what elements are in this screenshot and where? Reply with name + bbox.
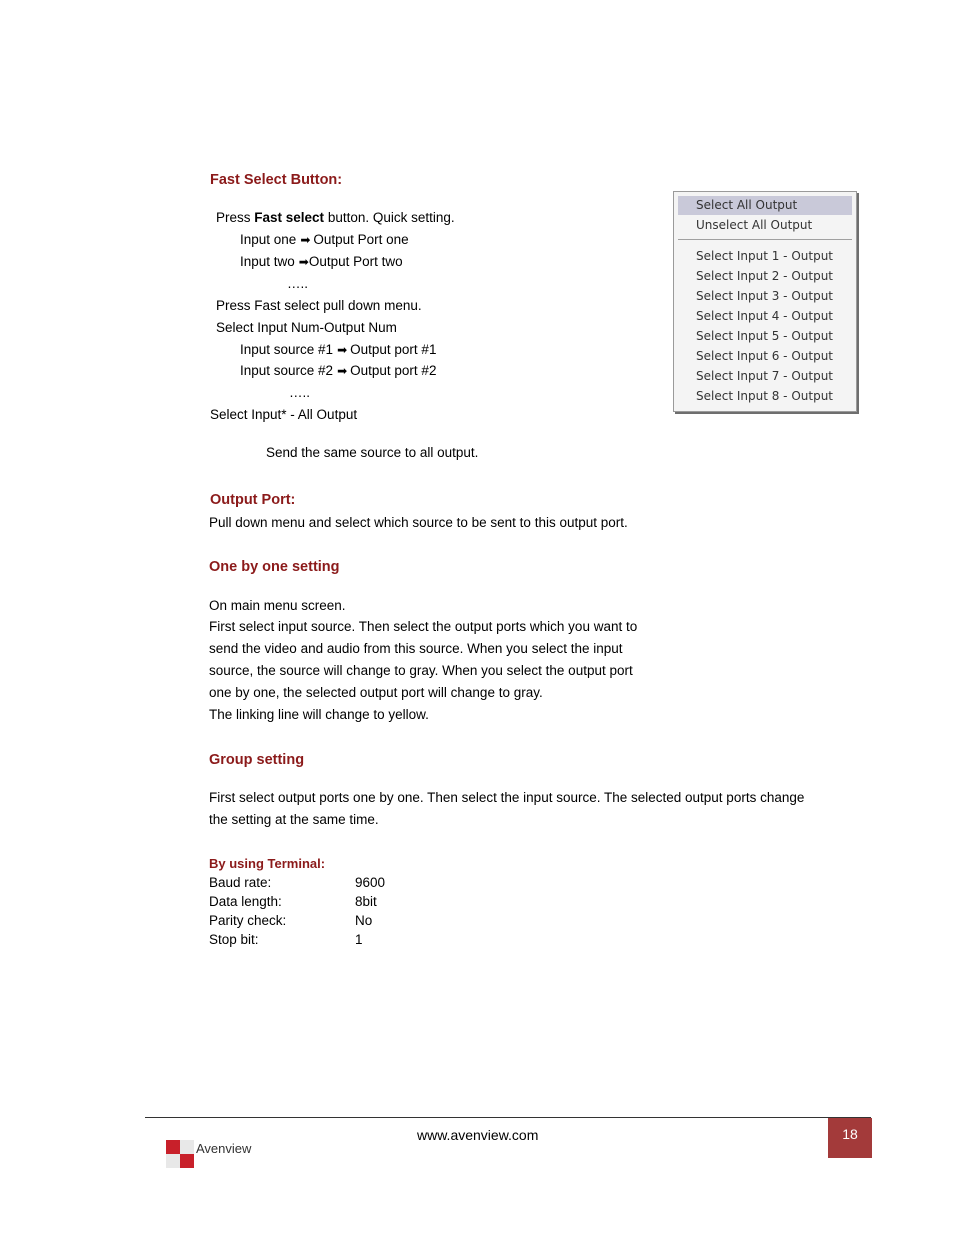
terminal-heading: By using Terminal: <box>209 856 326 871</box>
press-bold: Fast select <box>254 210 325 225</box>
example-3-output: Output port #1 <box>350 342 437 357</box>
example-line-4 <box>240 362 436 380</box>
terminal-value-parity: No <box>355 913 373 928</box>
logo-square-icon <box>166 1140 180 1154</box>
arrow-right-icon: ➡ <box>337 364 348 378</box>
send-same-line: Send the same source to all output. <box>266 445 479 460</box>
logo-square-icon <box>180 1154 194 1168</box>
page-number: 18 <box>842 1126 858 1142</box>
example-line-2 <box>240 253 403 271</box>
menu-item-input-5[interactable]: Select Input 5 - Output <box>696 329 833 343</box>
menu-item-input-1[interactable]: Select Input 1 - Output <box>696 249 833 263</box>
one-by-one-line: First select input source. Then select the output ports which you want to <box>209 619 638 634</box>
terminal-label-baud: Baud rate: <box>209 875 272 890</box>
group-setting-line: the setting at the same time. <box>209 812 379 827</box>
press-prefix: Press <box>216 210 255 225</box>
example-line-3 <box>240 341 436 359</box>
menu-item-input-6[interactable]: Select Input 6 - Output <box>696 349 833 363</box>
avenview-logo <box>163 1138 263 1176</box>
one-by-one-heading: One by one setting <box>209 559 340 575</box>
one-by-one-line: source, the source will change to gray. When you select the output port <box>209 663 633 678</box>
menu-item-input-8[interactable]: Select Input 8 - Output <box>696 389 833 403</box>
one-by-one-line: one by one, the selected output port will change to gray. <box>209 685 543 700</box>
terminal-value-data-length: 8bit <box>355 894 377 909</box>
press-suffix: button. Quick setting. <box>324 210 455 225</box>
example-3-input: Input source #1 <box>240 342 334 357</box>
example-2-input: Input two <box>240 254 295 269</box>
fast-select-dropdown-menu <box>673 191 857 412</box>
terminal-value-baud: 9600 <box>355 875 386 890</box>
example-line-1 <box>240 231 409 249</box>
arrow-right-icon: ➡ <box>337 343 348 357</box>
example-4-input: Input source #2 <box>240 363 334 378</box>
logo-square-icon <box>180 1140 194 1154</box>
logo-text: Avenview <box>196 1141 252 1156</box>
menu-item-input-7[interactable]: Select Input 7 - Output <box>696 369 833 383</box>
press-fast-select-line <box>216 209 455 227</box>
menu-separator <box>678 239 852 240</box>
ellipsis-1: ….. <box>287 276 309 291</box>
pull-down-line: Press Fast select pull down menu. <box>216 298 422 313</box>
group-setting-heading: Group setting <box>209 752 305 768</box>
fast-select-heading: Fast Select Button: <box>210 172 343 188</box>
menu-item-input-3[interactable]: Select Input 3 - Output <box>696 289 833 303</box>
arrow-right-icon: ➡ <box>300 233 311 247</box>
one-by-one-line: On main menu screen. <box>209 598 346 613</box>
one-by-one-line: The linking line will change to yellow. <box>209 707 429 722</box>
menu-item-unselect-all-output[interactable]: Unselect All Output <box>696 218 813 232</box>
footer-rule <box>145 1117 871 1118</box>
menu-item-input-2[interactable]: Select Input 2 - Output <box>696 269 833 283</box>
terminal-label-data-length: Data length: <box>209 894 282 909</box>
terminal-label-stop-bit: Stop bit: <box>209 932 259 947</box>
menu-item-select-all-output[interactable]: Select All Output <box>696 198 798 212</box>
output-port-text: Pull down menu and select which source to be sent to this output port. <box>209 515 628 530</box>
example-1-input: Input one <box>240 232 297 247</box>
output-port-heading: Output Port: <box>210 492 296 508</box>
example-1-output: Output Port one <box>313 232 409 247</box>
terminal-value-stop-bit: 1 <box>355 932 363 947</box>
ellipsis-2: ….. <box>289 385 311 400</box>
select-num-line: Select Input Num-Output Num <box>216 320 397 335</box>
page-number-badge <box>828 1118 872 1158</box>
arrow-right-icon: ➡ <box>298 255 309 269</box>
logo-square-icon <box>166 1154 180 1168</box>
terminal-label-parity: Parity check: <box>209 913 287 928</box>
footer-url: www.avenview.com <box>417 1127 539 1143</box>
group-setting-line: First select output ports one by one. Then select the input source. The selected output ports change <box>209 790 805 805</box>
example-2-output: Output Port two <box>308 254 403 269</box>
menu-item-input-4[interactable]: Select Input 4 - Output <box>696 309 833 323</box>
select-all-line: Select Input* - All Output <box>210 407 358 422</box>
example-4-output: Output port #2 <box>350 363 437 378</box>
one-by-one-line: send the video and audio from this source. When you select the input <box>209 641 623 656</box>
